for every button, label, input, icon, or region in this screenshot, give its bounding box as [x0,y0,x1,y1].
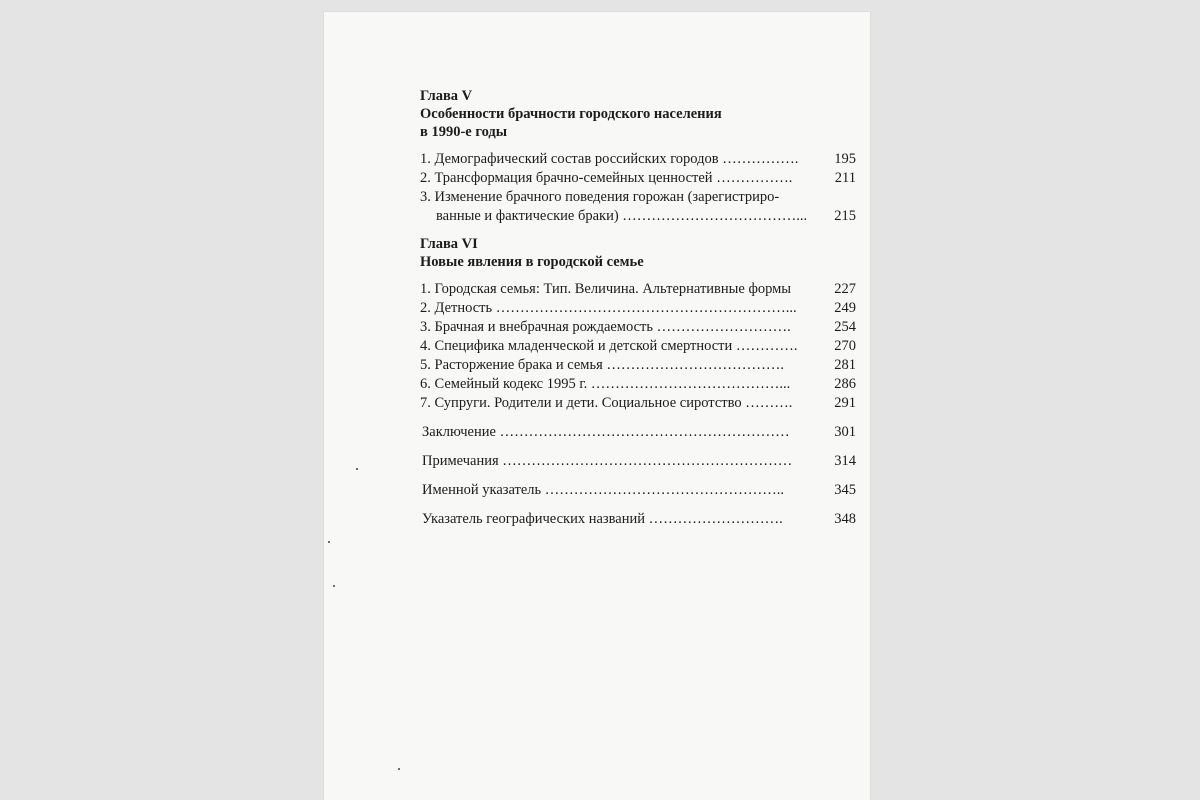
toc-entry-title: Заключение …………………………………………………… [422,424,790,440]
toc-entry-notes [420,452,856,471]
toc-entry [420,169,856,188]
toc-entry-page: 215 [834,208,856,224]
toc-entry [420,150,856,169]
toc-entry-geo-index [420,510,856,529]
toc-entry-page: 281 [834,357,856,373]
toc-entry [420,337,856,356]
toc-entry-title: Указатель географических названий ………………………. [422,511,783,527]
toc-entry [420,299,856,318]
toc-entry-page: 286 [834,376,856,392]
toc-entry-page: 291 [834,395,856,411]
toc-entry-page: 249 [834,300,856,316]
toc-entry-title: 2. Детность ……………………………………………………... [420,300,797,316]
toc-entry-title: Примечания …………………………………………………… [422,453,793,469]
toc-entry-line-1: 3. Изменение брачного поведения горожан (зарегистриро- [420,189,780,205]
toc-entry-line-2: ванные и фактические браки) ………………………………... [436,208,808,224]
table-of-contents [420,87,856,529]
toc-entry [420,318,856,337]
toc-entry-title: 2. Трансформация брачно-семейных ценностей ……………. [420,170,793,186]
print-speck [328,541,330,543]
toc-entry-title: 1. Демографический состав российских городов ……………. [420,151,799,167]
toc-entry-page: 195 [834,151,856,167]
toc-entry-conclusion [420,423,856,442]
toc-entry [420,188,856,226]
toc-entry-page: 211 [834,170,856,186]
toc-entry-page: 301 [834,424,856,440]
toc-entry [420,394,856,413]
toc-entry-name-index [420,481,856,500]
chapter-5-label: Глава V [420,88,473,104]
toc-entry-page: 348 [834,511,856,527]
toc-entry-title: 3. Брачная и внебрачная рождаемость ………………………. [420,319,791,335]
chapter-5-title-line-1: Особенности брачности городского населения [420,106,722,122]
toc-entry-page: 227 [834,281,856,297]
toc-entry-title: 1. Городская семья: Тип. Величина. Альтернативные формы [420,281,792,297]
toc-entry [420,280,856,299]
chapter-6-label: Глава VI [420,236,478,252]
chapter-5-title [420,105,856,141]
toc-entry-title: 7. Супруги. Родители и дети. Социальное сиротство ………. [420,395,793,411]
print-speck [356,468,358,470]
toc-entry-title: 6. Семейный кодекс 1995 г. …………………………………... [420,376,791,392]
print-speck [398,768,400,770]
toc-entry-title: Именной указатель ………………………………………….. [422,482,785,498]
chapter-6-title: Новые явления в городской семье [420,254,644,270]
toc-entry-title: 4. Специфика младенческой и детской смертности …………. [420,338,798,354]
toc-entry-title [420,188,824,226]
toc-entry-page: 314 [834,453,856,469]
toc-entry [420,356,856,375]
print-speck [333,585,335,587]
toc-entry-title: 5. Расторжение брака и семья ………………………………. [420,357,785,373]
toc-entry-page: 270 [834,338,856,354]
toc-entry-page: 345 [834,482,856,498]
toc-entry-page: 254 [834,319,856,335]
toc-entry [420,375,856,394]
chapter-5-title-line-2: в 1990-е годы [420,124,508,140]
